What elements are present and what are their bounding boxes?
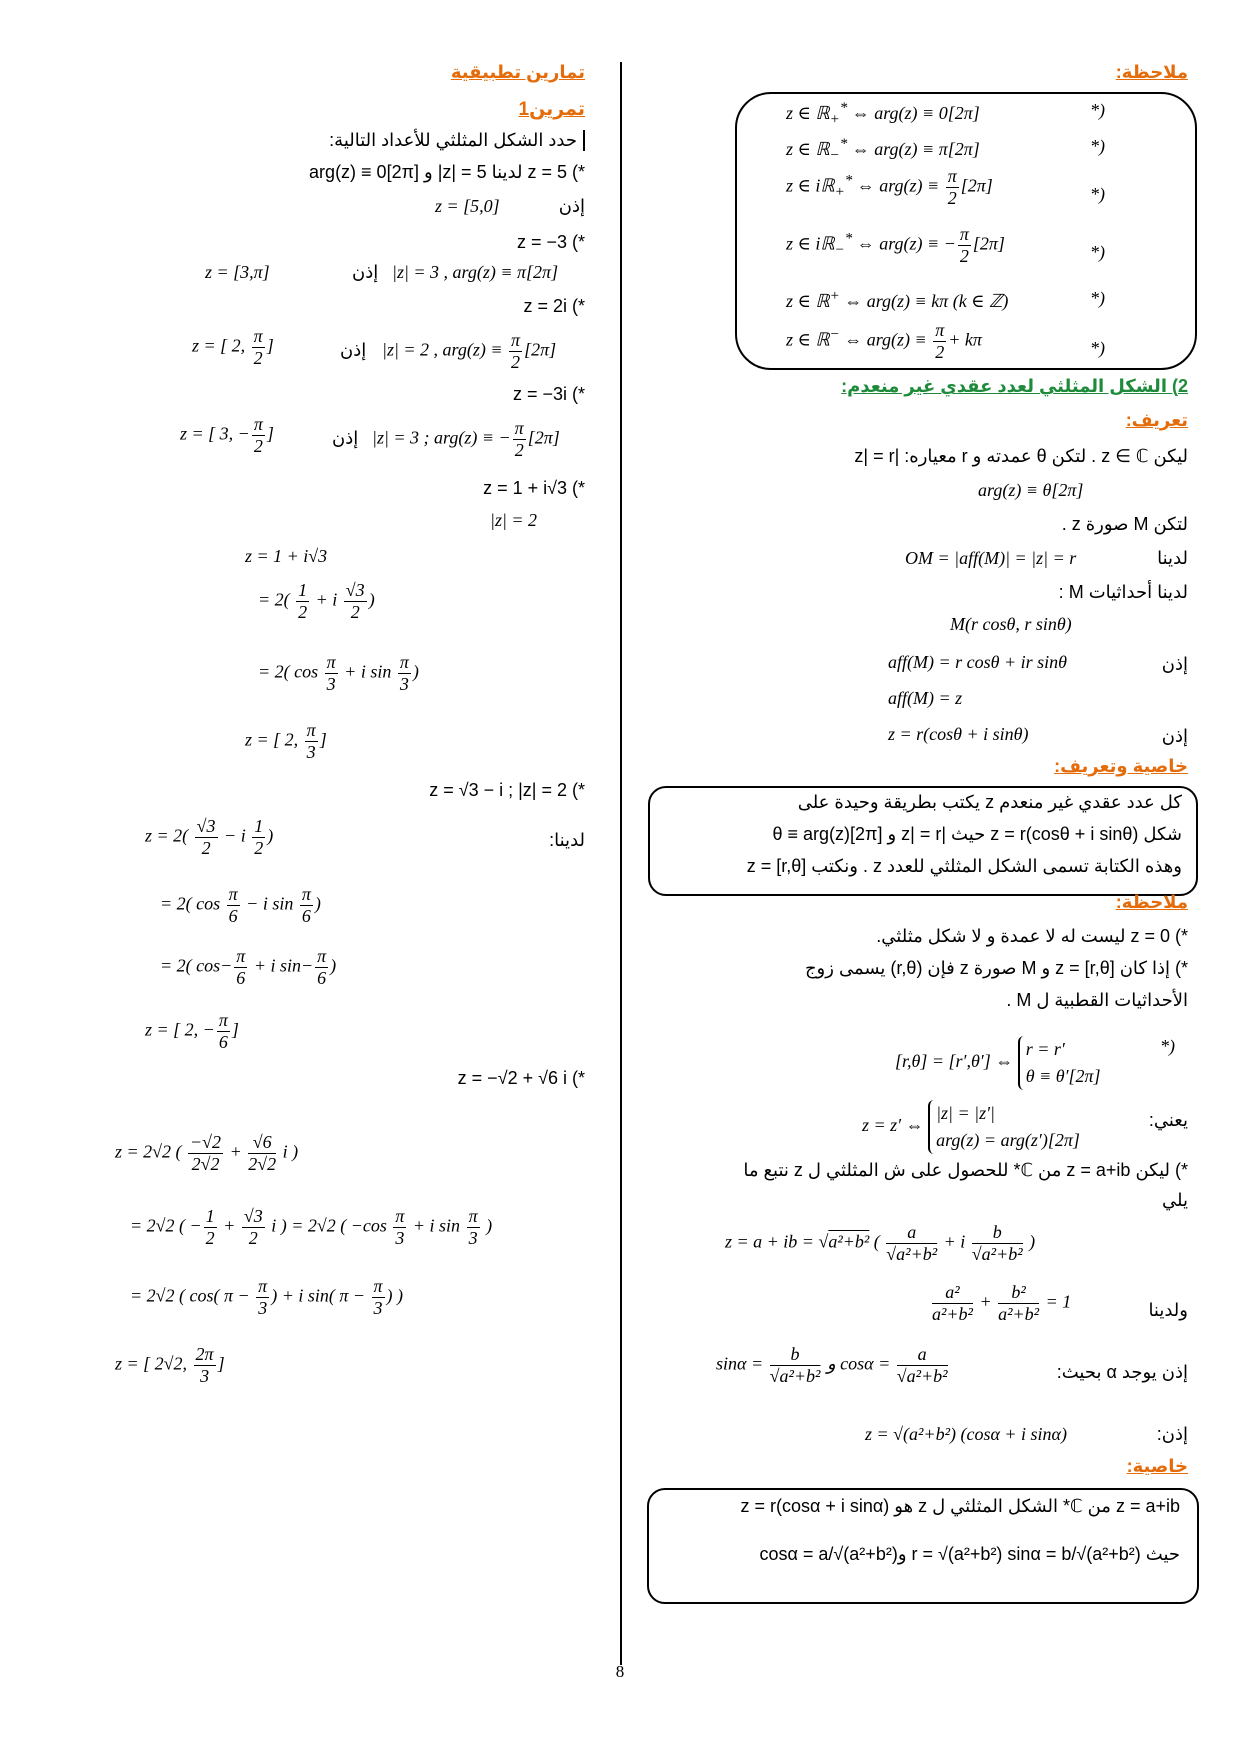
column-divider — [620, 62, 622, 1665]
property-definition-line: وهذه الكتابة تسمى الشكل المثلثي للعدد z . ونكتب z = [r,θ] — [746, 856, 1182, 876]
note2-label: إذن يوجد α بحيث: — [1056, 1362, 1188, 1382]
property-definition-title: خاصية وتعريف: — [1054, 756, 1188, 776]
note2-label: يعني: — [1148, 1110, 1188, 1130]
note-item-4: z ∈ iℝ$_-$* ⇔ arg(z) ≡ − $\frac{\pi}{2}$ [2π] — [786, 224, 1005, 266]
definition-formula: M(r cosθ, r sinθ) — [950, 614, 1072, 634]
exercise-step: = 2√2 ( − $\frac{1}{2}$ + $\frac{√3}{2}$ i ) = 2√2 ( −cos $\frac{\pi}{3}$ + i sin $\frac{\pi}{3}$ ) — [130, 1206, 493, 1248]
note2-label: ولدينا — [1148, 1300, 1188, 1320]
exercise-item-f: *) z = √3 − i ; |z| = 2 — [429, 780, 585, 800]
exercise-label: إذن — [332, 428, 359, 448]
exercise-step: = 2( cos $\frac{\pi}{6}$ − i sin $\frac{\pi}{6}$ ) — [160, 884, 321, 926]
note2-formula: z = z′ ⇔ |z| = |z′| arg(z) = arg(z′)[2π] — [862, 1100, 1080, 1154]
exercise-step: = 2√2 ( cos( π − $\frac{\pi}{3}$ ) + i sin( π − $\frac{\pi}{3}$ ) ) — [130, 1276, 404, 1318]
section-title: 2) الشكل المثلثي لعدد عقدي غير منعدم: — [841, 376, 1188, 396]
definition-formula: aff(M) = z — [888, 688, 963, 708]
definition-formula: OM = |aff(M)| = |z| = r — [905, 548, 1077, 568]
exercise-item-e: *) z = 1 + i√3 — [483, 478, 585, 498]
exercise-step: = 2( cos $\frac{\pi}{3}$ + i sin $\frac{\pi}{3}$ ) — [258, 652, 419, 694]
exercise-formula: |z| = 2 , arg(z) ≡ $\frac{\pi}{2}$ [2π] — [382, 330, 557, 372]
page-number: 8 — [615, 1662, 625, 1681]
note-title: ملاحظة: — [1115, 62, 1188, 82]
exercise-intro: حدد الشكل المثلثي للأعداد التالية: — [329, 130, 585, 151]
definition-formula: aff(M) = r cosθ + ir sinθ — [888, 652, 1067, 672]
property-line: حيث r = √(a²+b²) sinα = b/√(a²+b²) وcosα = a/√(a²+b²) — [759, 1544, 1180, 1564]
note-marker-5: *) — [1090, 288, 1105, 308]
exercise-result: z = [ 2, $\frac{\pi}{3}$ ] — [245, 720, 327, 762]
note2-formula: z = a + ib = √a²+b² ( $\frac{a}{\text{√a²+b²}}$ + i $\frac{b}{\text{√a²+b²}}$ ) — [725, 1222, 1036, 1264]
exercise-step: = 2( cos− $\frac{\pi}{6}$ + i sin− $\frac{\pi}{6}$ ) — [160, 946, 337, 988]
exercise-step: z = 2( $\frac{√3}{2}$ − i $\frac{1}{2}$ ) — [145, 816, 274, 858]
exercise-item-c: *) z = 2i — [523, 296, 585, 316]
note-marker-3: *) — [1090, 184, 1105, 204]
exercise-result: z = [ 2, − $\frac{\pi}{6}$ ] — [145, 1010, 239, 1052]
definition-formula: arg(z) ≡ θ[2π] — [978, 480, 1084, 500]
note2-line: الأحداثيات القطبية ل M . — [1006, 990, 1188, 1010]
exercise-label: إذن — [558, 196, 585, 216]
note2-formula: $\frac{\text{a²}}{\text{a²+b²}}$ + $\frac{\text{b²}}{\text{a²+b²}}$ = 1 — [932, 1282, 1072, 1324]
exercise-label: إذن — [340, 340, 367, 360]
exercise-item-d: *) z = −3i — [512, 384, 585, 404]
exercise-step: = 2( $\frac{1}{2}$ + i $\frac{√3}{2}$ ) — [258, 580, 375, 622]
exercise-label: إذن — [352, 262, 379, 282]
note2-formula: sinα = $\frac{b}{\text{√a²+b²}}$ و cosα = $\frac{a}{\text{√a²+b²}}$ — [716, 1344, 948, 1386]
note-item-2: z ∈ ℝ$_-$* ⇔ arg(z) ≡ π[2π] — [786, 136, 980, 164]
exercises-title: تمارين تطبيقية — [450, 62, 585, 82]
note-marker-1: *) — [1090, 100, 1105, 120]
property-definition-line: شكل z = r(cosθ + i sinθ) حيث |z| = r و θ ≡ arg(z)[2π] — [772, 824, 1182, 844]
definition-label: إذن — [1161, 654, 1188, 674]
note2-line: يلي — [1162, 1190, 1188, 1210]
note-item-3: z ∈ iℝ$_+$* ⇔ arg(z) ≡ $\frac{\pi}{2}$ [2π] — [786, 166, 993, 208]
note2-marker: *) — [1160, 1036, 1175, 1056]
note-marker-2: *) — [1090, 136, 1105, 156]
exercise-item-g: *) z = −√2 + √6 i — [457, 1068, 585, 1088]
exercise-label: لدينا: — [549, 830, 585, 850]
exercise-result: z = [ 2, $\frac{\pi}{2}$ ] — [192, 326, 274, 368]
note2-label: إذن: — [1156, 1424, 1188, 1444]
exercise-item-a: *) z = 5 لدينا 5 = |z| و arg(z) ≡ 0[2π] — [309, 162, 585, 182]
definition-line: لتكن M صورة z . — [1061, 514, 1188, 534]
exercise-step: z = 1 + i√3 — [245, 546, 328, 566]
exercise-result: z = [ 2√2, $\frac{2\pi}{3}$ ] — [115, 1344, 225, 1386]
definition-title: تعريف: — [1125, 410, 1188, 430]
exercise-item-b: *) z = −3 — [516, 232, 585, 252]
note-item-1: z ∈ ℝ$_+$* ⇔ arg(z) ≡ 0[2π] — [786, 100, 980, 128]
note2-formula: z = √(a²+b²) (cosα + i sinα) — [865, 1424, 1067, 1444]
definition-line: لدينا أحداثيات M : — [1058, 582, 1188, 602]
definition-label: إذن — [1161, 726, 1188, 746]
note-marker-4: *) — [1090, 242, 1105, 262]
property-definition-line: كل عدد عقدي غير منعدم z يكتب بطريقة وحيدة على — [797, 792, 1182, 812]
note2-formula: [r,θ] = [r′,θ′] ⇔ r = r′ θ ≡ θ′[2π] — [895, 1036, 1101, 1090]
note-marker-6: *) — [1090, 338, 1105, 358]
definition-formula: z = r(cosθ + i sinθ) — [888, 724, 1029, 744]
property-title: خاصية: — [1126, 1456, 1188, 1476]
exercise-title: تمرين1 — [518, 99, 585, 120]
note2-line: *) z = 0 ليست له لا عمدة و لا شكل مثلثي. — [876, 926, 1188, 946]
note2-line: *) ليكن z = a+ib من ℂ* للحصول على ش المثلثي ل z نتبع ما — [743, 1160, 1188, 1180]
exercise-result: z = [ 3, − $\frac{\pi}{2}$ ] — [180, 414, 274, 456]
exercise-formula: |z| = 3 ; arg(z) ≡ − $\frac{\pi}{2}$ [2π] — [372, 418, 560, 460]
exercise-formula: |z| = 3 , arg(z) ≡ π[2π] — [392, 262, 559, 282]
note-item-6: z ∈ ℝ− ⇔ arg(z) ≡ $\frac{\pi}{2}$ + kπ — [786, 320, 982, 362]
exercise-step: z = 2√2 ( $\frac{-√2}{2√2}$ + $\frac{√6}{2√2}$ i ) — [115, 1132, 299, 1174]
definition-line: ليكن z ∈ ℂ . لتكن θ عمدته و r معياره: |z| = r — [854, 446, 1188, 466]
note2-line: *) إذا كان z = [r,θ] و M صورة z فإن (r,θ) يسمى زوج — [804, 958, 1188, 978]
note2-title: ملاحظة: — [1115, 892, 1188, 912]
note-item-5: z ∈ ℝ+ ⇔ arg(z) ≡ kπ (k ∈ ℤ) — [786, 288, 1009, 311]
exercise-result: z = [5,0] — [435, 196, 500, 216]
exercise-result: z = [3,π] — [205, 262, 270, 282]
definition-label: لدينا — [1157, 548, 1188, 568]
property-line: z = a+ib من ℂ* الشكل المثلثي ل z هو z = r(cosα + i sinα) — [740, 1496, 1180, 1516]
exercise-formula: |z| = 2 — [490, 510, 538, 530]
